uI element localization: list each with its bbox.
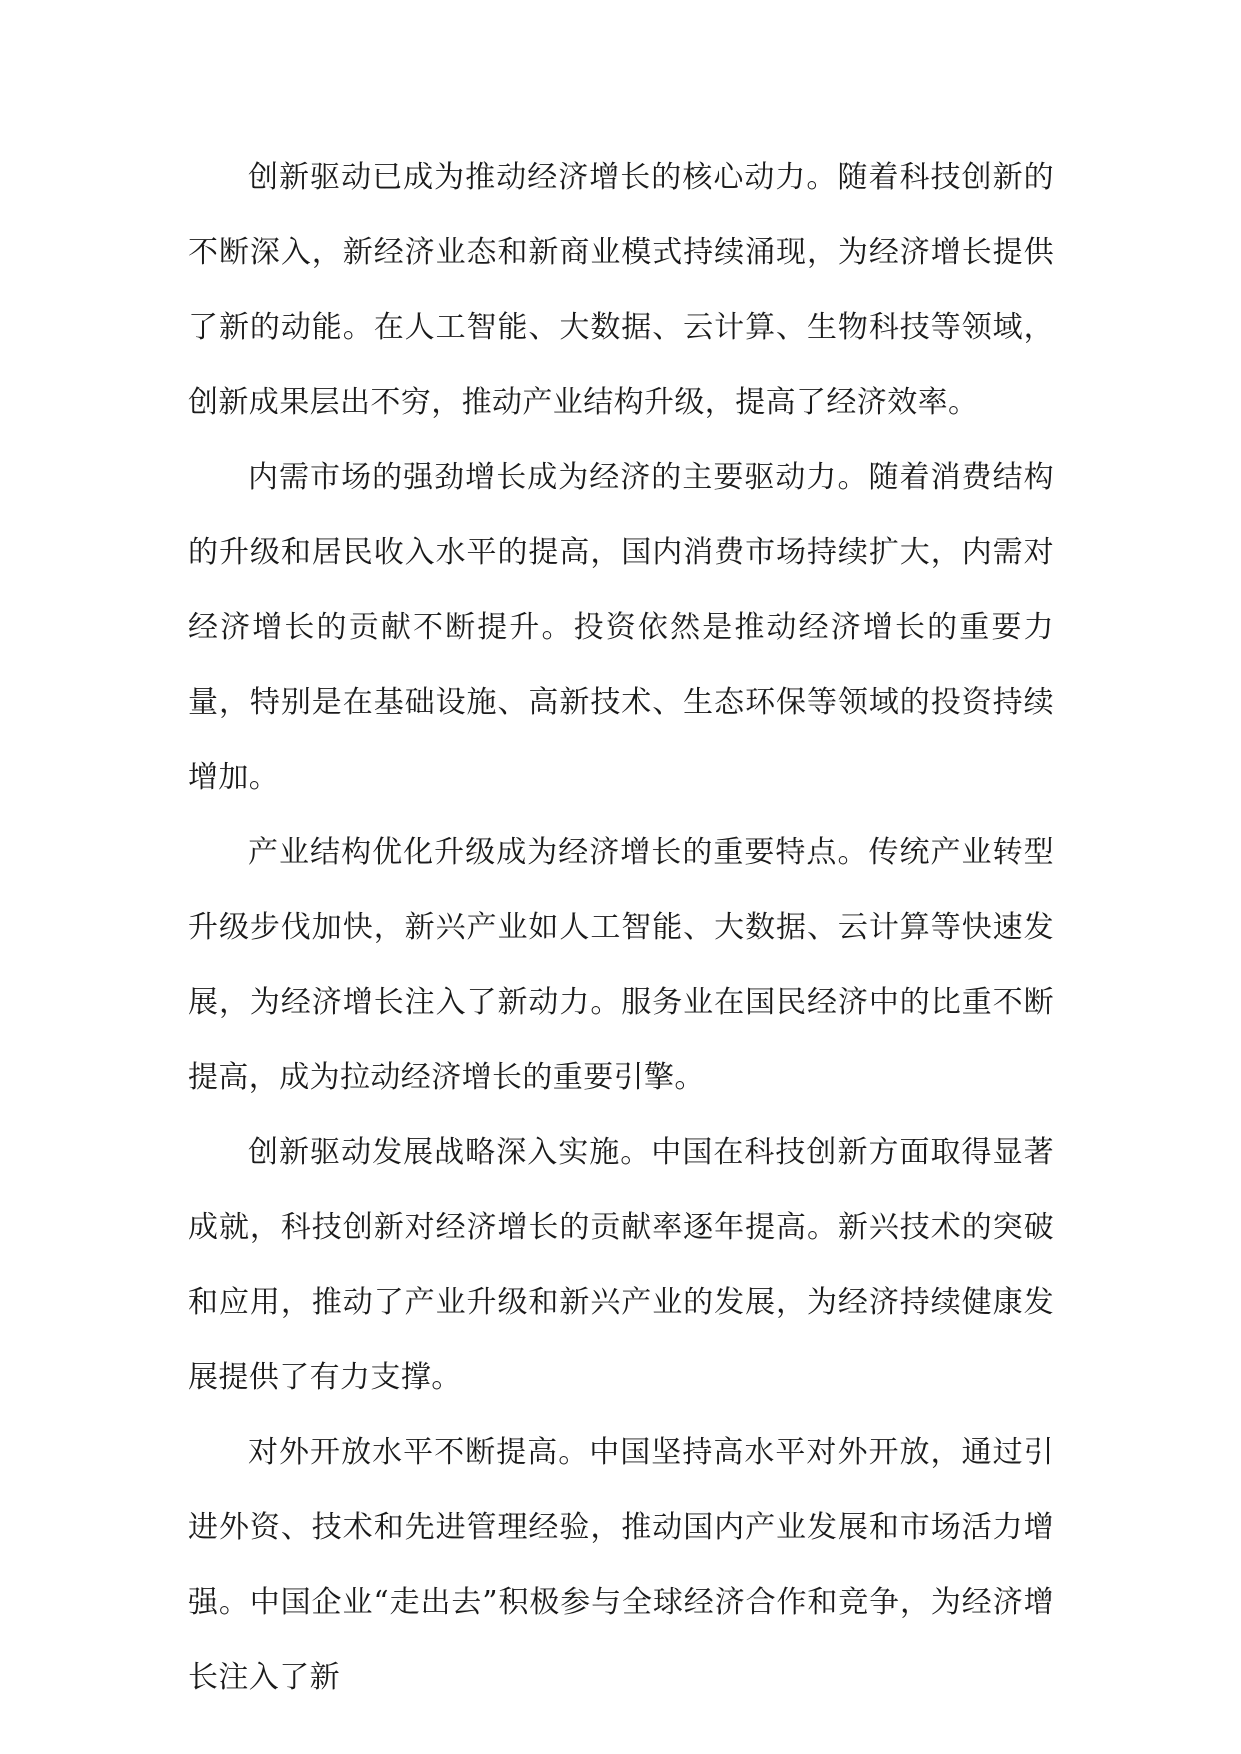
paragraph-opening-up: 对外开放水平不断提高。中国坚持高水平对外开放，通过引进外资、技术和先进管理经验，推动国内产业发展和市场活力增强。中国企业“走出去”积极参与全球经济合作和竞争，为经济增长注入了新 (188, 1435, 1054, 1695)
document-body (188, 140, 1054, 1715)
paragraph-innovation: 创新驱动已成为推动经济增长的核心动力。随着科技创新的不断深入，新经济业态和新商业模式持续涌现，为经济增长提供了新的动能。在人工智能、大数据、云计算、生物科技等领域，创新成果层出不穷，推动产业结构升级，提高了经济效率。 (188, 160, 1054, 420)
paragraph-domestic-demand: 内需市场的强劲增长成为经济的主要驱动力。随着消费结构的升级和居民收入水平的提高，国内消费市场持续扩大，内需对经济增长的贡献不断提升。投资依然是推动经济增长的重要力量，特别是在基础设施、高新技术、生态环保等领域的投资持续增加。 (188, 460, 1054, 795)
paragraph-innovation-strategy: 创新驱动发展战略深入实施。中国在科技创新方面取得显著成就，科技创新对经济增长的贡献率逐年提高。新兴技术的突破和应用，推动了产业升级和新兴产业的发展，为经济持续健康发展提供了有力支撑。 (188, 1135, 1054, 1395)
paragraph-industrial-structure: 产业结构优化升级成为经济增长的重要特点。传统产业转型升级步伐加快，新兴产业如人工智能、大数据、云计算等快速发展，为经济增长注入了新动力。服务业在国民经济中的比重不断提高，成为拉动经济增长的重要引擎。 (188, 835, 1054, 1095)
